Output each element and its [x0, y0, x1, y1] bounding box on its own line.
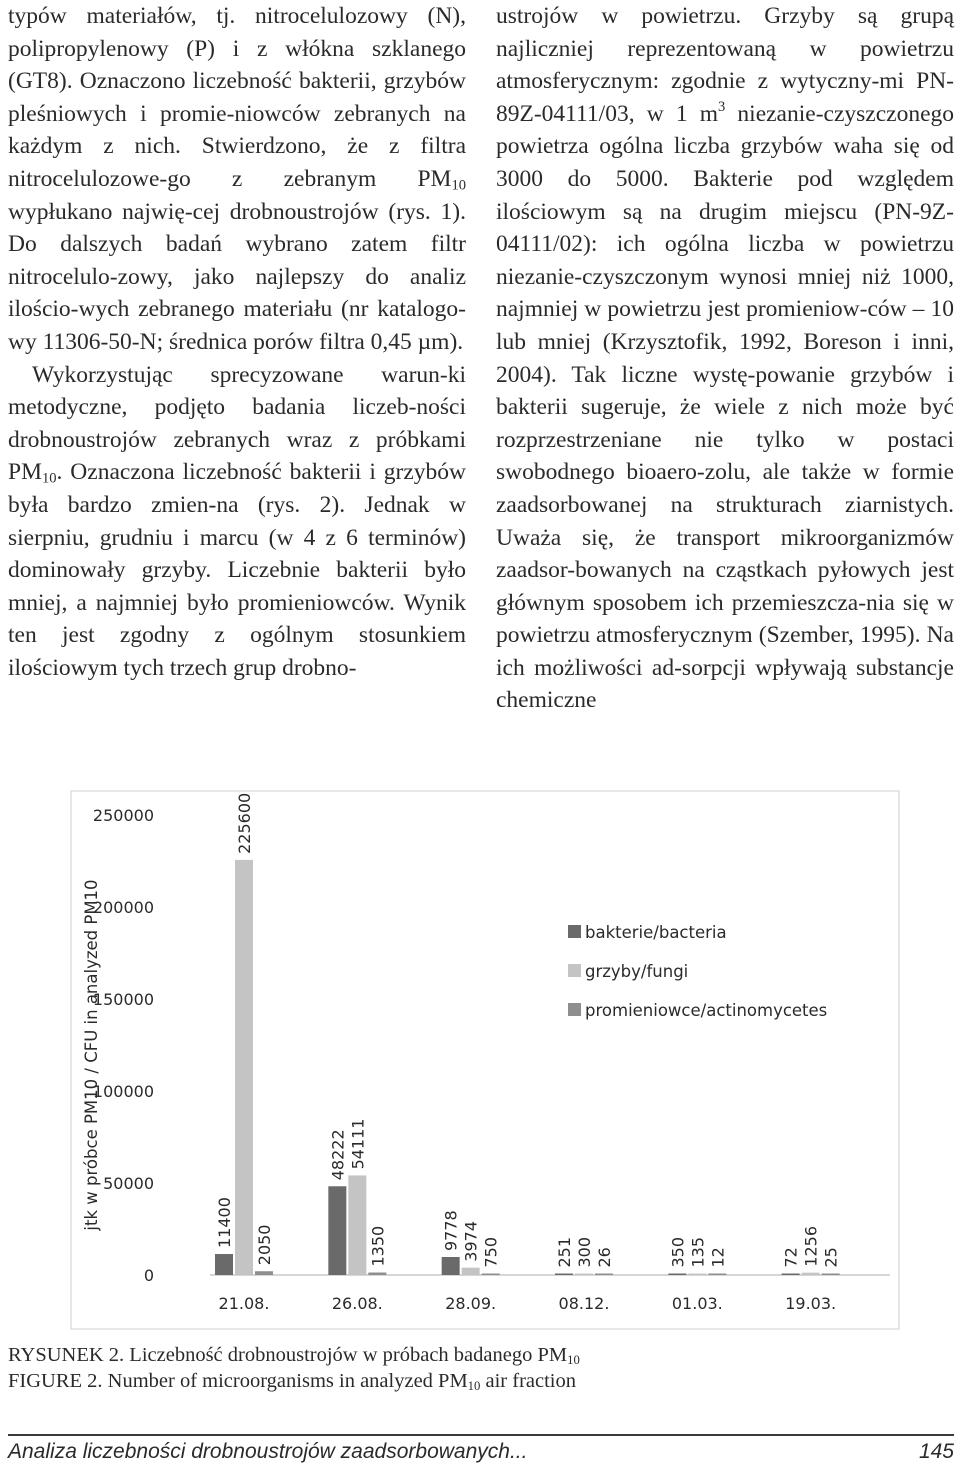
- bar-actinomycetes-2608: [368, 1273, 386, 1275]
- caption-english: FIGURE 2. Number of microorganisms in analyzed $PM_{10}$ air fraction: [8, 1370, 576, 1394]
- y-tick-label: 200000: [92, 898, 154, 917]
- bar-fungi-2809: [462, 1268, 480, 1275]
- x-category-label: 19.03.: [785, 1294, 837, 1313]
- bar-value-label: 26: [595, 1247, 614, 1268]
- x-category-label: 21.08.: [218, 1294, 270, 1313]
- bar-fungi-1903: [802, 1273, 820, 1275]
- x-category-label: 28.09.: [445, 1294, 497, 1313]
- bar-actinomycetes-2108: [255, 1271, 273, 1275]
- bar-value-label: 300: [575, 1236, 594, 1268]
- bar-value-label: 350: [668, 1236, 688, 1268]
- bar-value-label: 1350: [368, 1225, 388, 1267]
- bar-value-label: 135: [688, 1236, 708, 1268]
- legend-label: bakterie/bacteria: [585, 923, 727, 942]
- bar-fungi-2108: [235, 860, 253, 1275]
- right-text-column: [496, 0, 954, 717]
- page-number: 145: [918, 1440, 954, 1463]
- x-category-label: 08.12.: [558, 1294, 610, 1313]
- bar-value-label: 48222: [328, 1129, 348, 1181]
- legend-label: grzyby/fungi: [585, 962, 689, 981]
- legend-swatch: [568, 964, 581, 977]
- x-category-label: 26.08.: [331, 1294, 383, 1313]
- y-tick-label: 250000: [92, 806, 154, 825]
- bar-bacteria-0812: [555, 1274, 573, 1276]
- y-tick-label: 50000: [103, 1174, 154, 1193]
- bar-bacteria-2608: [328, 1186, 346, 1275]
- bar-bacteria-2809: [442, 1257, 460, 1275]
- paragraph-discussion: ustrojów w powietrzu. Grzyby są grupą najliczniej reprezentowaną w powietrzu atmosferycznym: zgodnie z wytyczny-mi PN-89Z-04111/03, w 1 $m^3$ niezanie-czyszczonego powietrza ogólna liczba grzybów waha się od 3000 do 5000. Bakterie pod względem ilościowym są na drugim miejscu (PN-9Z-04111/02): ich ogólna liczba w powietrzu niezanie-czyszczonym wynosi mniej niż 1000, najmniej w powietrzu jest promieniow-ców – 10 lub mniej (Krzysztofik, 1992, Boreson i inni, 2004). Tak liczne wystę-powanie grzybów i bakterii sugeruje, że wiele z nich może być rozprzestrzeniane nie tylko w postaci swobodnego bioaero-zolu, ale także w formie zaadsorbowanej na strukturach ziarnistych. Uważa się, że transport mikroorganizmów zaadsor-bowanych na cząstkach pyłowych jest głównym sposobem ich przemieszcza-nia się w powietrzu atmosferycznym (Szember, 1995). Na ich możliwości ad-sorpcji wpływają substancje chemiczne: [496, 3, 954, 714]
- x-category-label: 01.03.: [671, 1294, 723, 1313]
- bar-value-label: 1256: [801, 1225, 821, 1267]
- bar-value-label: 54111: [348, 1118, 368, 1170]
- bar-fungi-2608: [348, 1175, 366, 1275]
- bar-value-label: 11400: [215, 1197, 234, 1249]
- bar-bacteria-0103: [668, 1274, 686, 1276]
- legend-swatch: [568, 1003, 581, 1016]
- legend-swatch: [568, 925, 581, 938]
- figure-2-bar-chart: [70, 790, 900, 1330]
- y-axis-title: jtk w próbce PM10 / CFU in analyzed PM10: [82, 879, 101, 1231]
- y-tick-label: 150000: [92, 990, 154, 1009]
- paragraph-results: Wykorzystując sprecyzowane warun-ki metodyczne, podjęto badania liczeb-ności drobnoustrojów zebranych wraz z próbkami $PM_{10}$. Oznaczona liczebność bakterii i grzybów była bardzo zmien-na (rys. 2). Jednak w sierpniu, grudniu i marcu (w 4 z 6 terminów) dominowały grzyby. Liczebnie bakterii było mniej, a najmniej było promieniowców. Wynik ten jest zgodny z ogólnym stosunkiem ilościowym tych trzech grup drobno-: [8, 361, 466, 681]
- bar-chart-svg: [70, 790, 900, 1330]
- bar-bacteria-1903: [782, 1274, 800, 1276]
- bar-value-label: 12: [708, 1247, 728, 1268]
- bar-actinomycetes-0812: [595, 1274, 613, 1276]
- y-tick-label: 100000: [92, 1082, 154, 1101]
- paragraph-filter-selection: typów materiałów, tj. nitrocelulozowy (N), polipropylenowy (P) i z włókna szklanego (GT8). Oznaczono liczebność bakterii, grzybów pleśniowych i promie-niowców zebranych na każdym z nich. Stwierdzono, że z filtra nitrocelulozowe-go z zebranym $PM_{10}$ wypłukano najwię-cej drobnoustrojów (rys. 1). Do dalszych badań wybrano zatem filtr nitrocelulo-zowy, jako najlepszy do analiz ilościo-wych zebranego materiału (nr katalogo-wy 11306-50-N; średnica porów filtra 0,45 µm).: [8, 3, 466, 355]
- footer-divider: [8, 1434, 954, 1436]
- bar-actinomycetes-0103: [708, 1274, 726, 1276]
- legend-label: promieniowce/actinomycetes: [585, 1001, 828, 1020]
- caption-polish: RYSUNEK 2. Liczebność drobnoustrojów w próbach badanego $PM_{10}$: [8, 1344, 580, 1368]
- running-footer-title: Analiza liczebności drobnoustrojów zaadsorbowanych...: [8, 1440, 528, 1463]
- y-tick-label: 0: [143, 1266, 154, 1285]
- bar-fungi-0103: [688, 1274, 706, 1276]
- bar-fungi-0812: [575, 1274, 593, 1276]
- bar-bacteria-2108: [215, 1254, 233, 1275]
- bar-actinomycetes-2809: [482, 1274, 500, 1276]
- bar-value-label: 25: [821, 1247, 841, 1268]
- bar-value-label: 251: [555, 1236, 574, 1268]
- bar-actinomycetes-1903: [822, 1274, 840, 1276]
- bar-value-label: 9778: [441, 1210, 461, 1252]
- bar-value-label: 72: [781, 1247, 801, 1268]
- bar-value-label: 2050: [255, 1224, 274, 1266]
- bar-value-label: 3974: [461, 1220, 481, 1262]
- bar-value-label: 225600: [235, 792, 254, 854]
- bar-value-label: 750: [481, 1236, 501, 1268]
- left-text-column: [8, 0, 466, 684]
